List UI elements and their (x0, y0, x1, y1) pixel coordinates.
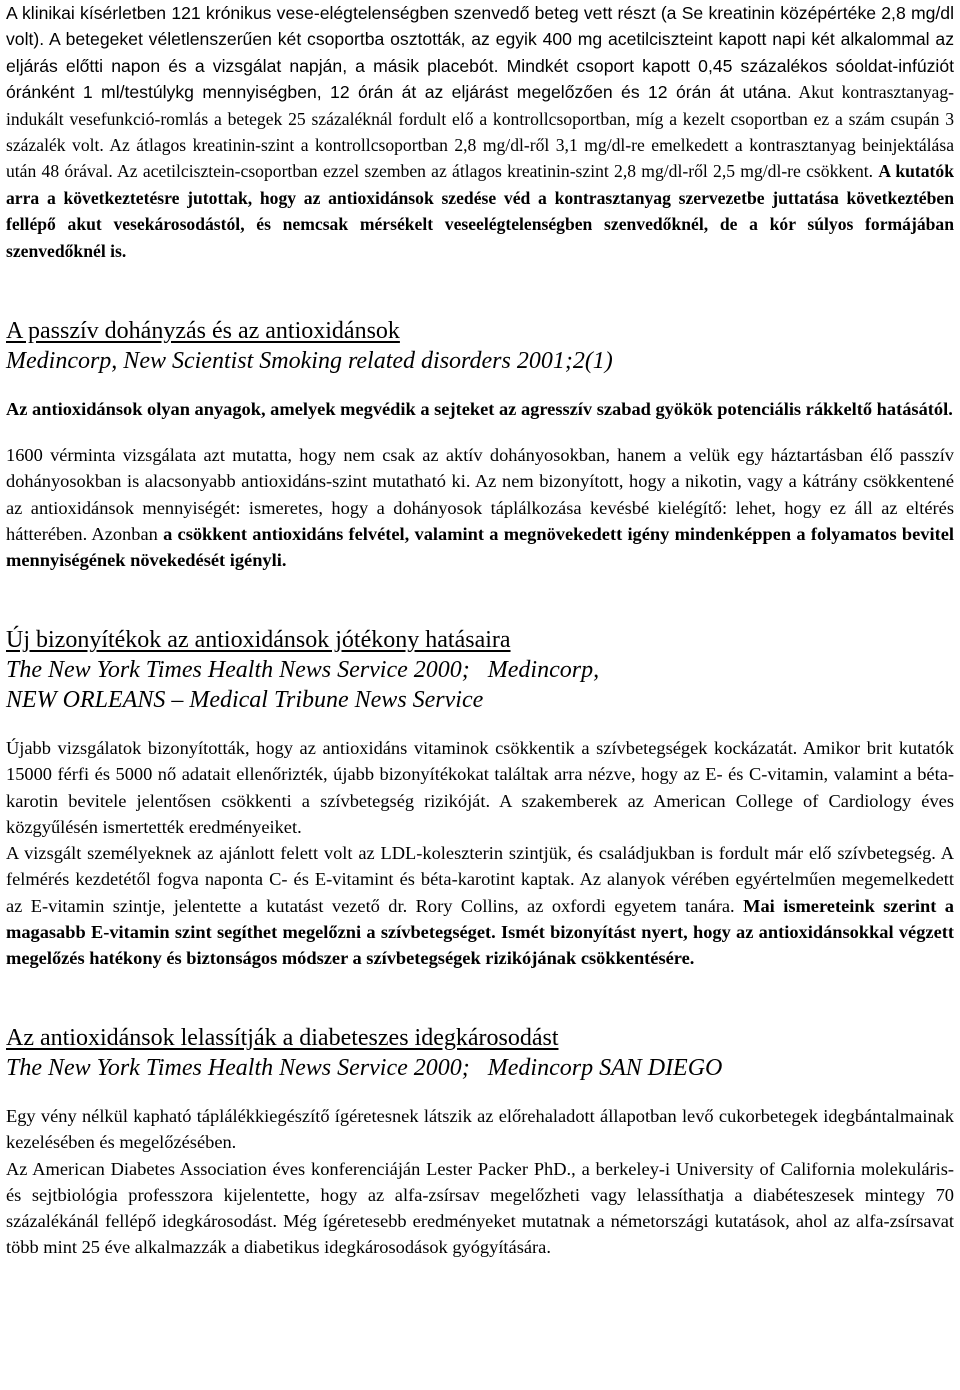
section-source-new-evidence-1: The New York Times Health News Service 2000; Medincorp, (6, 657, 600, 684)
passive-smoking-text: 1600 vérminta vizsgálata azt mutatta, hogy nem csak az aktív dohányosokban, hanem a velük egy háztartásban élő passzív dohányosokban is alacsonyabb antioxidáns-szint mutatható ki. Az nem bizonyított, hogy a nikotin, vagy a kátrány csökkentené az antioxidánsok mennyiségét: ismeretes, hogy a dohányosok táplálkozása kevésbé kielégítő: lehet, hogy ez áll az eltérés hátterében. Azonban (6, 445, 954, 544)
intro-text-2: Akut kontrasztanyag-indukált vesefunkció-romlás a betegek 25 százaléknál fordult elő a kontrollcsoportban, míg a kezelt csoportban ez a szám csupán 3 százalék volt. Az átlagos kreatinin-szint a kontrollcsoportban 2,8 mg/dl-ről 3,1 mg/dl-re emelkedett a kontrasztanyag beinjektálása után 48 órával. Az acetilcisztein-csoportban ezzel szemben az átlagos kreatinin-szint 2,8 mg/dl-ről 2,5 mg/dl-re csökkent. (6, 82, 954, 182)
new-evidence-conclusion: Mai ismereteink szerint a magasabb E-vitamin szint segíthet megelőzni a szívbetegséget. Ismét bizonyítást nyert, hogy az antioxidánsokkal végzett megelőzés hatékony és biztonságos módszer a szívbetegségek rizikójának csökkentésére. (6, 895, 954, 968)
section-title-new-evidence: Új bizonyítékok az antioxidánsok jótékony hatásaira (6, 627, 511, 654)
intro-conclusion: A kutatók arra a következtetésre jutottak, hogy az antioxidánsok szedése véd a kontrasztanyag szervezetbe juttatása következtében fellépő akut vesekárosodástól, és nemcsak mérsékelt veseelégtelenségben szenvedőknél, de a kór súlyos formájában szenvedőknél is. (6, 161, 954, 261)
diabetes-paragraph-2: Az American Diabetes Association éves konferenciáján Lester Packer PhD., a berkeley-i University of California molekuláris- és sejtbiológia professzora kijelentette, hogy az alfa-zsírsav megelőzheti vagy lelassíthatja a diabéteszesek mintegy 70 százalékánál fellépő idegkárosodást. Még ígéretesebb eredményeket mutatnak a németországi kutatások, ahol az alfa-zsírsavat több mint 25 éve alkalmazzák a diabetikus idegkárosodások gyógyítására. (6, 1158, 954, 1258)
new-evidence-text: A vizsgált személyeknek az ajánlott felett volt az LDL-koleszterin szintjük, és családjukban is fordult már elő szívbetegség. A felmérés kezdetétől fogva naponta C- és E-vitamint és béta-karotint kaptak. Az alanyok vérében egyértelműen megemelkedett az E-vitamin szintje, jelentette a kutatást vezető dr. Rory Collins, az oxfordi egyetem tanára. (6, 843, 954, 916)
section-source-passive-smoking: Medincorp, New Scientist Smoking related disorders 2001;2(1) (6, 348, 613, 375)
section-title-passive-smoking: A passzív dohányzás és az antioxidánsok (6, 318, 400, 345)
new-evidence-paragraph-2 (6, 840, 954, 971)
diabetes-paragraph-1: Egy vény nélkül kapható táplálékkiegészítő ígéretesnek látszik az előrehaladott állapotban levő cukorbetegek idegbántalmainak kezelésében és megelőzésében. (6, 1106, 954, 1153)
section-title-diabetes: Az antioxidánsok lelassítják a diabeteszes idegkárosodást (6, 1025, 559, 1052)
new-evidence-paragraph-1: Újabb vizsgálatok bizonyították, hogy az antioxidáns vitaminok csökkentik a szívbetegségek kockázatát. Amikor brit kutatók 15000 férfi és 5000 nő adatait ellenőrizték, újabb bizonyítékokat találtak arra nézve, hogy az E- és C-vitamin, valamint a béta-karotin bevitele jelentősen csökkenti a szívbetegség rizikóját. A szakemberek az American College of Cardiology éves közgyűlésén ismertették eredményeiket. (6, 738, 954, 837)
document-page (6, 0, 954, 1260)
section-lead-passive-smoking: Az antioxidánsok olyan anyagok, amelyek megvédik a sejteket az agresszív szabad gyökök potenciális rákkeltő hatásától. (6, 399, 953, 420)
section-source-diabetes: The New York Times Health News Service 2000; Medincorp SAN DIEGO (6, 1055, 723, 1082)
section-body-passive-smoking (6, 442, 954, 573)
intro-text-1: A klinikai kísérletben 121 krónikus vese-elégtelenségben szenvedő beteg vett részt (a Se kreatinin középértéke 2,8 mg/dl volt). A betegeket véletlenszerűen két csoportba osztották, az egyik 400 mg acetilciszteint kapott napi két alkalommal az eljárás előtti napon és a vizsgálat napján, a másik placebót. Mindkét csoport kapott 0,45 százalékos sóoldat-infúziót óránként 1 ml/testúlykg mennyiségben, 12 órán át az eljárást megelőzően és 12 órán át utána. (6, 3, 954, 103)
intro-paragraph (6, 0, 954, 264)
passive-smoking-conclusion: a csökkent antioxidáns felvétel, valamint a megnövekedett igény mindenképpen a folyamatos bevitel mennyiségének növekedését igényli. (6, 523, 954, 571)
section-source-new-evidence-2: NEW ORLEANS – Medical Tribune News Service (6, 687, 484, 714)
